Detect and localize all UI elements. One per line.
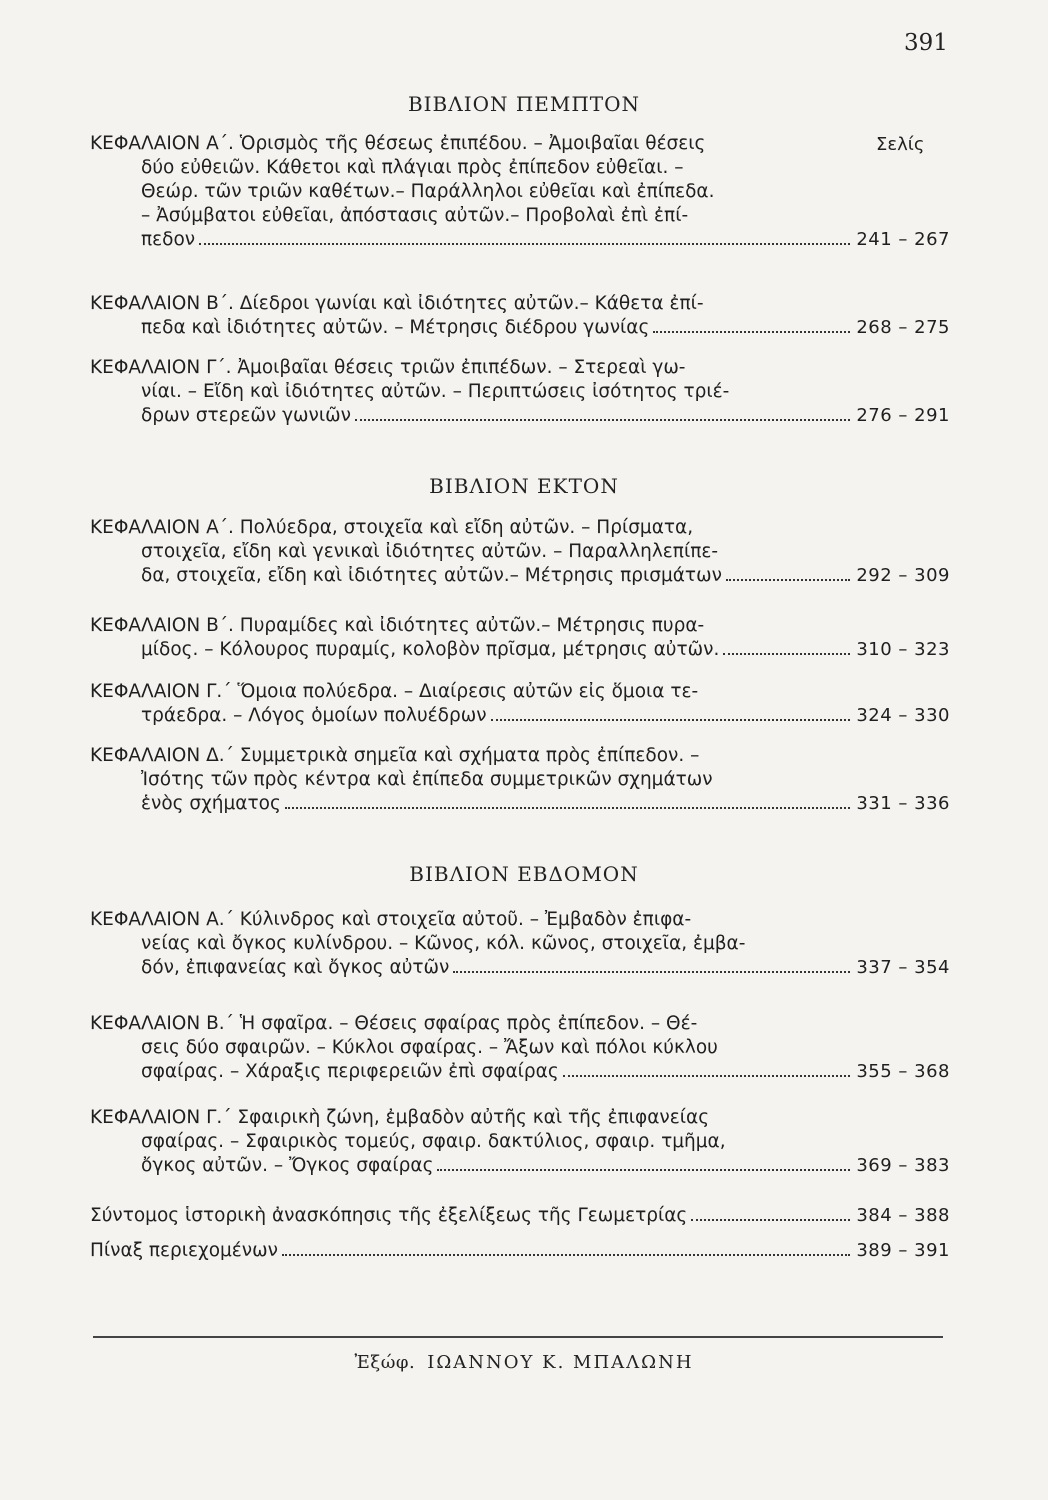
toc-line: τράεδρα. – Λόγος ὁμοίων πολυέδρων — [141, 705, 487, 726]
page-range: 324 – 330 — [856, 705, 950, 726]
toc-line: Ἰσότης τῶν πρὸς κέντρα καὶ ἐπίπεδα συμμετρικῶν σχημάτων — [141, 769, 713, 790]
pages-column-header: Σελίς — [876, 134, 925, 155]
toc-entry-6-2 — [90, 614, 950, 662]
page-range: 389 – 391 — [856, 1240, 950, 1261]
publisher-line — [0, 1352, 1048, 1373]
toc-line: δα, στοιχεῖα, εἴδη καὶ ἰδιότητες αὐτῶν.– Μέτρησις πρισμάτων — [141, 565, 722, 586]
dot-leader — [282, 1254, 850, 1256]
toc-line: νείας καὶ ὄγκος κυλίνδρου. – Κῶνος, κόλ. κῶνος, στοιχεῖα, ἐμβα- — [141, 933, 746, 954]
toc-line: ΚΕΦΑΛΑΙΟΝ Β.΄ Ἡ σφαῖρα. – Θέσεις σφαίρας πρὸς ἐπίπεδον. – Θέ- — [90, 1013, 698, 1034]
toc-entry-7-2 — [90, 1012, 950, 1084]
toc-line: ἑνὸς σχήματος — [141, 793, 281, 814]
toc-entry-7-1 — [90, 908, 950, 980]
toc-line: Σύντομος ἱστορικὴ ἀνασκόπησις τῆς ἐξελίξεως τῆς Γεωμετρίας — [90, 1205, 688, 1226]
toc-line: ΚΕΦΑΛΑΙΟΝ Β΄. Πυραμίδες καὶ ἰδιότητες αὐτῶν.– Μέτρησις πυρα- — [90, 615, 705, 636]
toc-line: πεδα καὶ ἰδιότητες αὐτῶν. – Μέτρησις διέδρου γωνίας — [141, 317, 650, 338]
toc-entry-6-4 — [90, 744, 950, 816]
toc-line: Θεώρ. τῶν τριῶν καθέτων.– Παράλληλοι εὐθεῖαι καὶ ἐπίπεδα. — [141, 181, 715, 202]
page-range: 241 – 267 — [856, 229, 950, 250]
toc-entry-history — [90, 1204, 950, 1228]
toc-line: Πίναξ περιεχομένων — [90, 1240, 278, 1261]
toc-entry-contents — [90, 1239, 950, 1263]
toc-line: ΚΕΦΑΛΑΙΟΝ Α΄. Ὁρισμὸς τῆς θέσεως ἐπιπέδου. – Ἀμοιβαῖαι θέσεις — [90, 133, 706, 154]
toc-line: πεδον — [141, 229, 196, 250]
page-range: 337 – 354 — [856, 957, 950, 978]
toc-line: δόν, ἐπιφανείας καὶ ὄγκος αὐτῶν — [141, 957, 450, 978]
dot-leader — [355, 419, 850, 421]
toc-line: δύο εὐθειῶν. Κάθετοι καὶ πλάγιαι πρὸς ἐπίπεδον εὐθεῖαι. – — [141, 157, 684, 178]
toc-line: δρων στερεῶν γωνιῶν — [141, 405, 351, 426]
publisher-name: ΙΩΑΝΝΟΥ Κ. ΜΠΑΛΩΝΗ — [427, 1352, 694, 1373]
toc-entry-7-3 — [90, 1106, 950, 1178]
book-title-5: ΒΙΒΛΙΟΝ ΠΕΜΠΤΟΝ — [407, 92, 641, 116]
toc-line: ΚΕΦΑΛΑΙΟΝ Γ.΄ Σφαιρικὴ ζώνη, ἐμβαδὸν αὐτῆς καὶ τῆς ἐπιφανείας — [90, 1107, 710, 1128]
toc-line: – Ἀσύμβατοι εὐθεῖαι, ἀπόστασις αὐτῶν.– Προβολαὶ ἐπὶ ἐπί- — [141, 205, 689, 226]
page-range: 310 – 323 — [856, 639, 950, 660]
toc-line: ΚΕΦΑΛΑΙΟΝ Α΄. Πολύεδρα, στοιχεῖα καὶ εἴδη αὐτῶν. – Πρίσματα, — [90, 517, 694, 538]
dot-leader — [491, 719, 851, 721]
page-range: 331 – 336 — [856, 793, 950, 814]
toc-entry-6-3 — [90, 680, 950, 728]
page-range: 268 – 275 — [856, 317, 950, 338]
toc-entry-5-1 — [90, 132, 950, 252]
toc-line: ΚΕΦΑΛΑΙΟΝ Δ.΄ Συμμετρικὰ σημεῖα καὶ σχήματα πρὸς ἐπίπεδον. – — [90, 745, 700, 766]
toc-line: ὄγκος αὐτῶν. – Ὄγκος σφαίρας — [141, 1155, 434, 1176]
page-range: 355 – 368 — [856, 1061, 950, 1082]
dot-leader — [437, 1169, 850, 1171]
dot-leader — [285, 807, 851, 809]
toc-line: ΚΕΦΑΛΑΙΟΝ Β΄. Δίεδροι γωνίαι καὶ ἰδιότητες αὐτῶν.– Κάθετα ἐπί- — [90, 293, 704, 314]
toc-line: σφαίρας. – Σφαιρικὸς τομεύς, σφαιρ. δακτύλιος, σφαιρ. τμῆμα, — [141, 1131, 726, 1152]
toc-line: σεις δύο σφαιρῶν. – Κύκλοι σφαίρας. – Ἄξων καὶ πόλοι κύκλου — [141, 1037, 718, 1058]
publisher-label: Ἐξώφ. — [354, 1352, 416, 1373]
dot-leader — [723, 653, 850, 655]
toc-entry-5-3 — [90, 356, 950, 428]
dot-leader — [726, 579, 850, 581]
dot-leader — [453, 971, 850, 973]
toc-line: ΚΕΦΑΛΑΙΟΝ Γ.΄ Ὅμοια πολύεδρα. – Διαίρεσις αὐτῶν εἰς ὅμοια τε- — [90, 681, 699, 702]
dot-leader — [691, 1219, 850, 1221]
toc-line: ΚΕΦΑΛΑΙΟΝ Γ΄. Ἀμοιβαῖαι θέσεις τριῶν ἐπιπέδων. – Στερεαὶ γω- — [90, 357, 686, 378]
dot-leader — [199, 243, 850, 245]
toc-entry-6-1 — [90, 516, 950, 588]
toc-line: σφαίρας. – Χάραξις περιφερειῶν ἐπὶ σφαίρας — [141, 1061, 559, 1082]
book-title-7: ΒΙΒΛΙΟΝ ΕΒΔΟΜΟΝ — [409, 862, 639, 886]
dot-leader — [653, 331, 850, 333]
toc-line: ΚΕΦΑΛΑΙΟΝ Α.΄ Κύλινδρος καὶ στοιχεῖα αὐτοῦ. – Ἐμβαδὸν ἐπιφα- — [90, 909, 692, 930]
toc-line: στοιχεῖα, εἴδη καὶ γενικαὶ ἰδιότητες αὐτῶν. – Παραλληλεπίπε- — [141, 541, 719, 562]
page-range: 276 – 291 — [856, 405, 950, 426]
toc-line: μίδος. – Κόλουρος πυραμίς, κολοβὸν πρῖσμα, μέτρησις αὐτῶν. — [141, 639, 720, 660]
page-number: 391 — [904, 30, 948, 56]
page-range: 384 – 388 — [856, 1205, 950, 1226]
page-range: 292 – 309 — [856, 565, 950, 586]
page-range: 369 – 383 — [856, 1155, 950, 1176]
book-title-6: ΒΙΒΛΙΟΝ ΕΚΤΟΝ — [429, 474, 619, 498]
dot-leader — [563, 1075, 851, 1077]
footer-rule — [93, 1336, 943, 1338]
toc-line: νίαι. – Εἴδη καὶ ἰδιότητες αὐτῶν. – Περιπτώσεις ἰσότητος τριέ- — [141, 381, 730, 402]
toc-entry-5-2 — [90, 292, 950, 340]
